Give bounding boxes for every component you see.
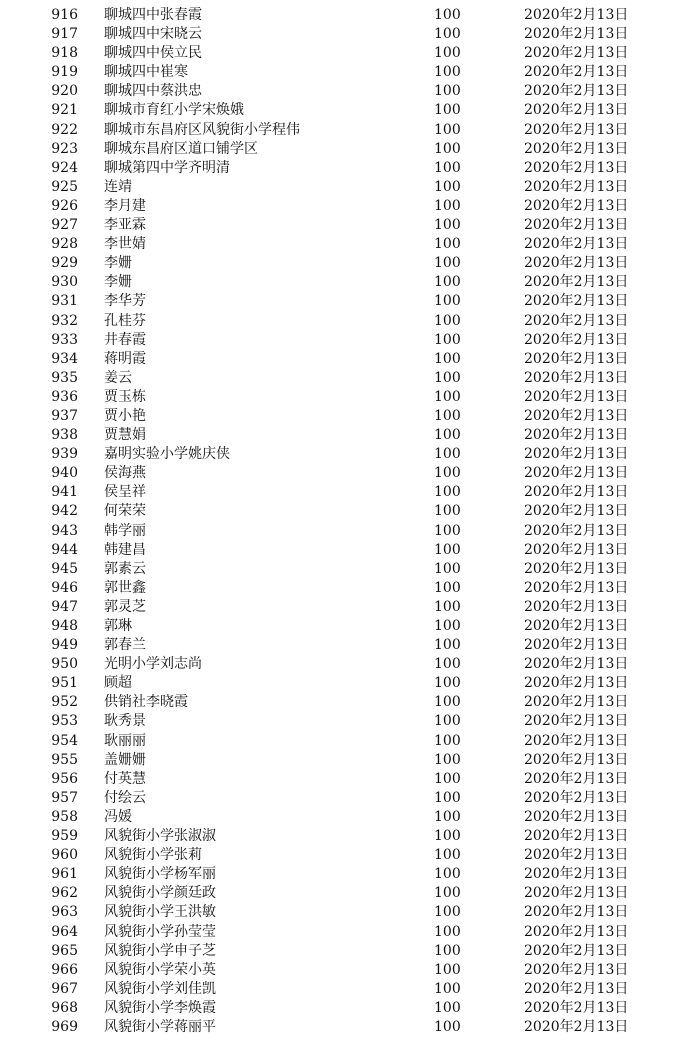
row-number: 953 (51, 713, 78, 730)
row-score: 100 (434, 1018, 461, 1035)
row-name: 侯呈祥 (104, 484, 146, 501)
row-number: 967 (51, 980, 78, 997)
row-name: 盖姗姗 (104, 751, 146, 768)
row-date: 2020年2月13日 (524, 789, 629, 806)
row-name: 聊城四中张春霞 (104, 7, 202, 23)
row-date: 2020年2月13日 (524, 999, 629, 1016)
row-name: 风貌街小学孙莹莹 (104, 923, 216, 940)
row-score: 100 (434, 217, 461, 234)
row-date: 2020年2月13日 (524, 274, 629, 291)
row-score: 100 (434, 866, 461, 883)
row-score: 100 (434, 618, 461, 634)
row-number: 950 (51, 656, 78, 673)
row-score: 100 (434, 560, 461, 577)
row-number: 958 (51, 808, 78, 825)
row-date: 2020年2月13日 (524, 541, 629, 558)
row-number: 955 (51, 751, 78, 768)
row-number: 940 (51, 465, 78, 482)
row-name: 蒋明霞 (104, 350, 146, 367)
row-number: 952 (51, 694, 78, 711)
row-date: 2020年2月13日 (524, 197, 629, 214)
table-row (0, 884, 700, 903)
row-score: 100 (434, 694, 461, 711)
row-number: 959 (51, 828, 78, 845)
row-number: 947 (51, 598, 78, 615)
row-date: 2020年2月13日 (524, 885, 629, 902)
row-number: 938 (51, 427, 78, 444)
row-date: 2020年2月13日 (524, 904, 629, 921)
row-name: 聊城东昌府区道口铺学区 (104, 140, 258, 157)
row-name: 聊城第四中学齐明清 (104, 159, 230, 176)
table-row (0, 693, 700, 712)
table-row (0, 273, 700, 292)
row-number: 943 (51, 522, 78, 539)
table-row (0, 560, 700, 579)
table-row (0, 445, 700, 464)
table-row (0, 178, 700, 197)
row-date: 2020年2月13日 (524, 961, 629, 978)
table-row (0, 732, 700, 751)
table-row (0, 426, 700, 445)
row-score: 100 (434, 159, 461, 176)
table-row (0, 121, 700, 140)
row-number: 968 (51, 999, 78, 1016)
row-number: 945 (51, 560, 78, 577)
table-row (0, 6, 700, 25)
row-score: 100 (434, 388, 461, 405)
table-row (0, 961, 700, 980)
row-name: 郭琳 (104, 618, 132, 634)
table-row (0, 25, 700, 44)
row-date: 2020年2月13日 (524, 388, 629, 405)
row-number: 919 (51, 64, 78, 81)
row-date: 2020年2月13日 (524, 293, 629, 310)
row-number: 918 (51, 45, 78, 62)
row-score: 100 (434, 789, 461, 806)
row-date: 2020年2月13日 (524, 102, 629, 119)
row-date: 2020年2月13日 (524, 732, 629, 749)
table-row (0, 789, 700, 808)
row-score: 100 (434, 923, 461, 940)
table-row (0, 636, 700, 655)
row-score: 100 (434, 45, 461, 62)
row-score: 100 (434, 503, 461, 520)
table-row (0, 63, 700, 82)
table-row (0, 197, 700, 216)
row-name: 聊城四中蔡洪忠 (104, 83, 202, 100)
row-name: 风貌街小学张淑淑 (104, 828, 216, 845)
row-score: 100 (434, 407, 461, 424)
row-date: 2020年2月13日 (524, 64, 629, 81)
row-name: 付英慧 (104, 770, 146, 787)
table-row (0, 407, 700, 426)
row-score: 100 (434, 83, 461, 100)
row-name: 耿秀景 (104, 713, 146, 730)
row-score: 100 (434, 102, 461, 119)
row-date: 2020年2月13日 (524, 217, 629, 234)
table-row (0, 617, 700, 636)
row-name: 贾玉栋 (104, 388, 146, 405)
row-name: 风貌街小学颜廷政 (104, 885, 216, 902)
row-date: 2020年2月13日 (524, 579, 629, 596)
row-number: 937 (51, 407, 78, 424)
row-date: 2020年2月13日 (524, 159, 629, 176)
row-date: 2020年2月13日 (524, 923, 629, 940)
row-date: 2020年2月13日 (524, 45, 629, 62)
row-date: 2020年2月13日 (524, 713, 629, 730)
row-name: 光明小学刘志尚 (104, 656, 202, 673)
row-score: 100 (434, 751, 461, 768)
row-score: 100 (434, 255, 461, 272)
row-name: 郭素云 (104, 560, 146, 577)
row-number: 926 (51, 197, 78, 214)
row-number: 966 (51, 961, 78, 978)
row-score: 100 (434, 446, 461, 463)
row-score: 100 (434, 140, 461, 157)
table-row (0, 483, 700, 502)
row-score: 100 (434, 980, 461, 997)
row-number: 922 (51, 121, 78, 138)
row-date: 2020年2月13日 (524, 465, 629, 482)
table-row (0, 712, 700, 731)
row-name: 风貌街小学杨军丽 (104, 866, 216, 883)
row-date: 2020年2月13日 (524, 828, 629, 845)
row-name: 顾超 (104, 675, 132, 692)
row-name: 供销社李晓霞 (104, 694, 188, 711)
table-row (0, 369, 700, 388)
row-number: 934 (51, 350, 78, 367)
row-name: 付绘云 (104, 789, 146, 806)
row-number: 917 (51, 26, 78, 43)
row-name: 聊城市育红小学宋焕娥 (104, 102, 244, 119)
row-name: 风貌街小学李焕霞 (104, 999, 216, 1016)
row-name: 侯海燕 (104, 465, 146, 482)
row-score: 100 (434, 331, 461, 348)
row-date: 2020年2月13日 (524, 942, 629, 959)
row-name: 风貌街小学蒋丽平 (104, 1018, 216, 1035)
row-number: 924 (51, 159, 78, 176)
row-name: 聊城四中侯立民 (104, 45, 202, 62)
row-name: 风貌街小学申子芝 (104, 942, 216, 959)
row-name: 姜云 (104, 369, 132, 386)
row-score: 100 (434, 236, 461, 253)
row-date: 2020年2月13日 (524, 656, 629, 673)
table-row (0, 541, 700, 560)
row-date: 2020年2月13日 (524, 121, 629, 138)
row-date: 2020年2月13日 (524, 503, 629, 520)
row-score: 100 (434, 197, 461, 214)
row-score: 100 (434, 847, 461, 864)
row-number: 921 (51, 102, 78, 119)
row-name: 韩建昌 (104, 541, 146, 558)
row-date: 2020年2月13日 (524, 751, 629, 768)
row-score: 100 (434, 808, 461, 825)
row-score: 100 (434, 121, 461, 138)
row-number: 931 (51, 293, 78, 310)
row-date: 2020年2月13日 (524, 980, 629, 997)
row-number: 929 (51, 255, 78, 272)
row-number: 962 (51, 885, 78, 902)
row-score: 100 (434, 828, 461, 845)
row-date: 2020年2月13日 (524, 236, 629, 253)
row-date: 2020年2月13日 (524, 83, 629, 100)
table-row (0, 751, 700, 770)
row-name: 风貌街小学张莉 (104, 847, 202, 864)
row-date: 2020年2月13日 (524, 637, 629, 654)
row-number: 960 (51, 847, 78, 864)
table-row (0, 942, 700, 961)
row-date: 2020年2月13日 (524, 140, 629, 157)
row-date: 2020年2月13日 (524, 446, 629, 463)
row-number: 948 (51, 618, 78, 634)
table-row (0, 82, 700, 101)
row-score: 100 (434, 732, 461, 749)
row-score: 100 (434, 26, 461, 43)
row-score: 100 (434, 598, 461, 615)
row-score: 100 (434, 465, 461, 482)
row-date: 2020年2月13日 (524, 598, 629, 615)
row-date: 2020年2月13日 (524, 694, 629, 711)
row-date: 2020年2月13日 (524, 312, 629, 329)
row-date: 2020年2月13日 (524, 350, 629, 367)
row-number: 965 (51, 942, 78, 959)
row-date: 2020年2月13日 (524, 7, 629, 23)
row-number: 951 (51, 675, 78, 692)
row-name: 李姗 (104, 255, 132, 272)
row-score: 100 (434, 178, 461, 195)
row-number: 969 (51, 1018, 78, 1035)
row-score: 100 (434, 961, 461, 978)
row-name: 何荣荣 (104, 503, 146, 520)
table-row (0, 980, 700, 999)
row-name: 郭灵芝 (104, 598, 146, 615)
row-name: 风貌街小学刘佳凯 (104, 980, 216, 997)
row-name: 贾慧娟 (104, 427, 146, 444)
row-name: 耿丽丽 (104, 732, 146, 749)
row-name: 聊城四中宋晓云 (104, 26, 202, 43)
row-number: 925 (51, 178, 78, 195)
row-name: 井春霞 (104, 331, 146, 348)
row-date: 2020年2月13日 (524, 522, 629, 539)
row-score: 100 (434, 770, 461, 787)
row-number: 923 (51, 140, 78, 157)
row-number: 939 (51, 446, 78, 463)
row-name: 嘉明实验小学姚庆侠 (104, 446, 230, 463)
table-row (0, 254, 700, 273)
row-date: 2020年2月13日 (524, 675, 629, 692)
row-score: 100 (434, 541, 461, 558)
score-list (0, 6, 700, 1037)
row-score: 100 (434, 312, 461, 329)
row-score: 100 (434, 369, 461, 386)
row-number: 936 (51, 388, 78, 405)
row-date: 2020年2月13日 (524, 331, 629, 348)
table-row (0, 292, 700, 311)
row-name: 李姗 (104, 274, 132, 291)
table-row (0, 159, 700, 178)
table-row (0, 579, 700, 598)
row-score: 100 (434, 675, 461, 692)
row-score: 100 (434, 64, 461, 81)
row-date: 2020年2月13日 (524, 618, 629, 634)
row-number: 957 (51, 789, 78, 806)
row-score: 100 (434, 656, 461, 673)
table-row (0, 1018, 700, 1037)
row-score: 100 (434, 427, 461, 444)
row-number: 930 (51, 274, 78, 291)
row-number: 932 (51, 312, 78, 329)
row-name: 孔桂芬 (104, 312, 146, 329)
row-score: 100 (434, 7, 461, 23)
table-row (0, 44, 700, 63)
row-name: 聊城市东昌府区风貌街小学程伟 (104, 121, 300, 138)
row-score: 100 (434, 579, 461, 596)
table-row (0, 502, 700, 521)
row-date: 2020年2月13日 (524, 866, 629, 883)
row-number: 935 (51, 369, 78, 386)
row-score: 100 (434, 484, 461, 501)
row-score: 100 (434, 522, 461, 539)
row-number: 963 (51, 904, 78, 921)
row-number: 916 (51, 7, 78, 23)
row-score: 100 (434, 274, 461, 291)
row-date: 2020年2月13日 (524, 407, 629, 424)
row-name: 李亚霖 (104, 217, 146, 234)
row-date: 2020年2月13日 (524, 178, 629, 195)
table-row (0, 827, 700, 846)
row-number: 920 (51, 83, 78, 100)
row-number: 964 (51, 923, 78, 940)
row-date: 2020年2月13日 (524, 369, 629, 386)
row-name: 郭世鑫 (104, 579, 146, 596)
row-name: 连靖 (104, 178, 132, 195)
row-score: 100 (434, 713, 461, 730)
table-row (0, 808, 700, 827)
row-name: 风貌街小学荣小英 (104, 961, 216, 978)
row-number: 954 (51, 732, 78, 749)
table-row (0, 598, 700, 617)
row-number: 956 (51, 770, 78, 787)
row-name: 贾小艳 (104, 407, 146, 424)
row-name: 风貌街小学王洪敏 (104, 904, 216, 921)
table-row (0, 770, 700, 789)
table-row (0, 331, 700, 350)
table-row (0, 999, 700, 1018)
table-row (0, 674, 700, 693)
table-row (0, 350, 700, 369)
row-number: 927 (51, 217, 78, 234)
row-score: 100 (434, 904, 461, 921)
row-score: 100 (434, 885, 461, 902)
row-number: 941 (51, 484, 78, 501)
row-score: 100 (434, 637, 461, 654)
table-row (0, 235, 700, 254)
row-name: 郭春兰 (104, 637, 146, 654)
table-row (0, 216, 700, 235)
row-score: 100 (434, 942, 461, 959)
table-row (0, 522, 700, 541)
table-row (0, 101, 700, 120)
row-date: 2020年2月13日 (524, 427, 629, 444)
row-name: 聊城四中崔寒 (104, 64, 188, 81)
table-row (0, 140, 700, 159)
row-number: 928 (51, 236, 78, 253)
row-score: 100 (434, 293, 461, 310)
table-row (0, 312, 700, 331)
table-row (0, 655, 700, 674)
table-row (0, 464, 700, 483)
row-score: 100 (434, 350, 461, 367)
row-number: 961 (51, 866, 78, 883)
row-number: 933 (51, 331, 78, 348)
row-name: 韩学丽 (104, 522, 146, 539)
row-date: 2020年2月13日 (524, 770, 629, 787)
row-date: 2020年2月13日 (524, 255, 629, 272)
table-row (0, 865, 700, 884)
row-name: 冯媛 (104, 808, 132, 825)
row-date: 2020年2月13日 (524, 847, 629, 864)
table-row (0, 923, 700, 942)
row-name: 李月建 (104, 197, 146, 214)
table-row (0, 846, 700, 865)
row-date: 2020年2月13日 (524, 560, 629, 577)
row-name: 李华芳 (104, 293, 146, 310)
row-date: 2020年2月13日 (524, 1018, 629, 1035)
row-number: 949 (51, 637, 78, 654)
row-number: 946 (51, 579, 78, 596)
row-number: 944 (51, 541, 78, 558)
table-row (0, 903, 700, 922)
table-row (0, 388, 700, 407)
row-date: 2020年2月13日 (524, 26, 629, 43)
row-number: 942 (51, 503, 78, 520)
row-date: 2020年2月13日 (524, 484, 629, 501)
row-name: 李世婧 (104, 236, 146, 253)
row-score: 100 (434, 999, 461, 1016)
row-date: 2020年2月13日 (524, 808, 629, 825)
